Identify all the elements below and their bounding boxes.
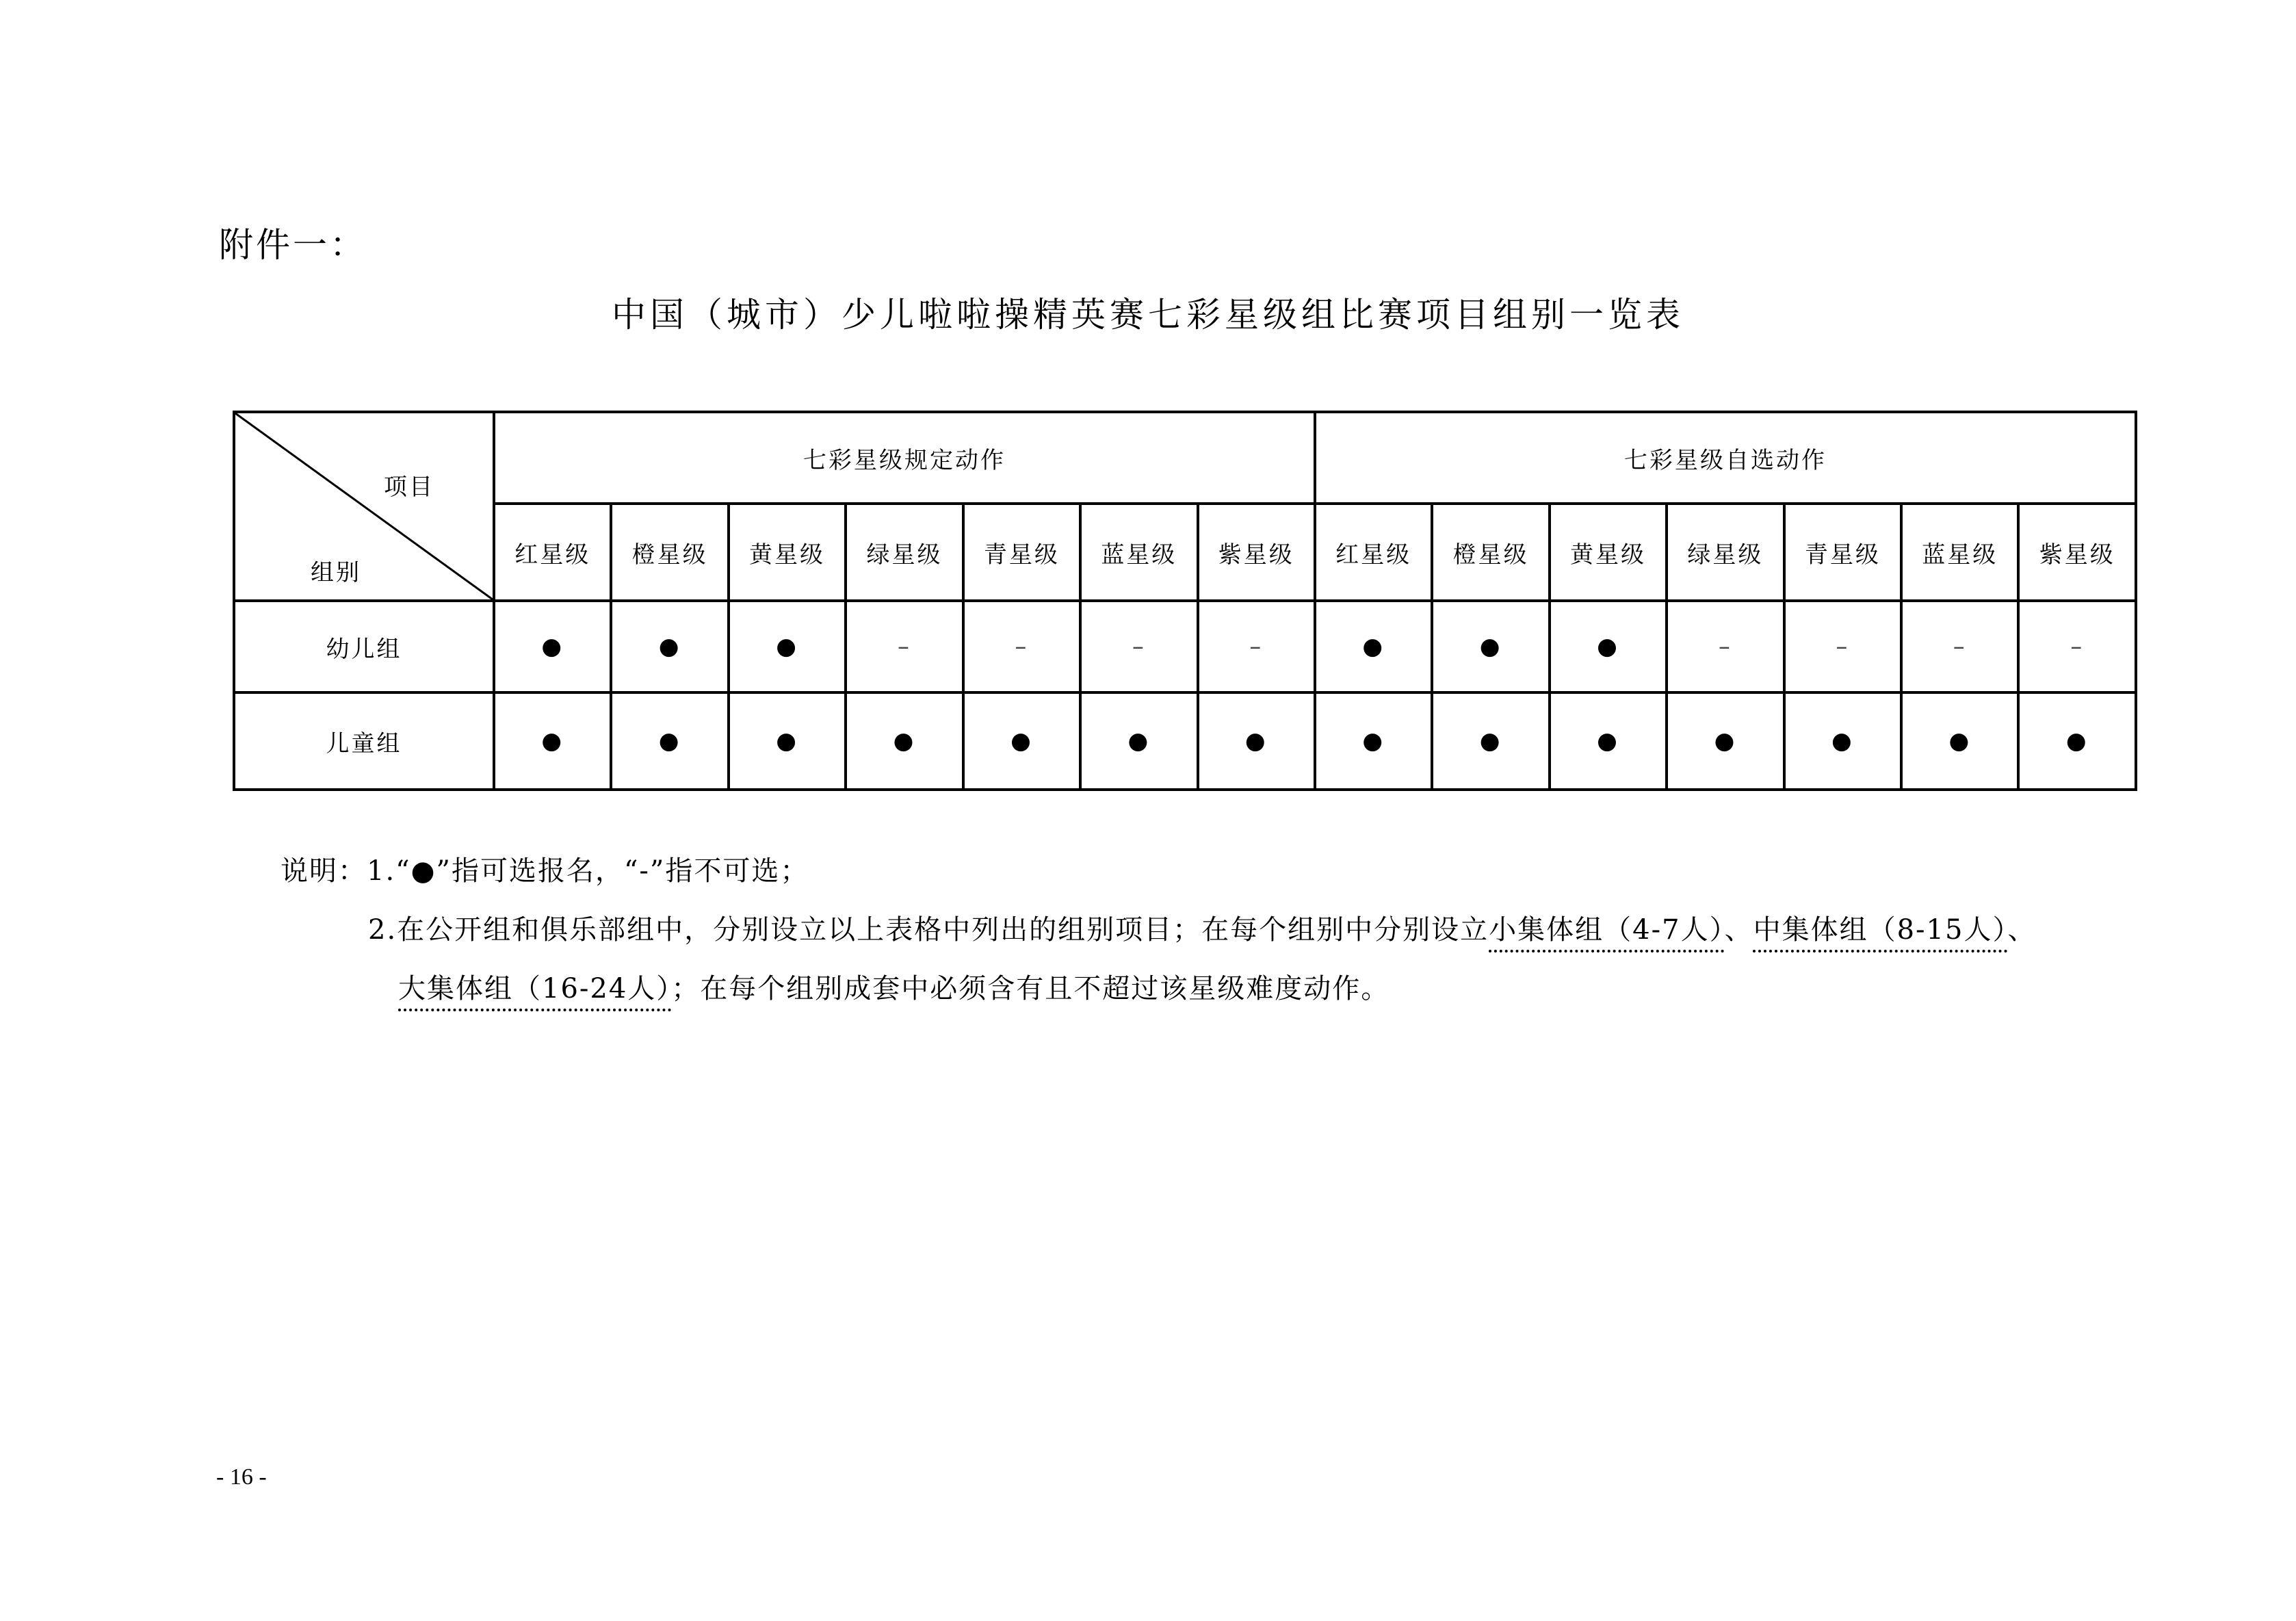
availability-cell: – bbox=[963, 601, 1080, 692]
table-row-children bbox=[234, 692, 2136, 790]
corner-header-group: 组别 bbox=[311, 559, 361, 586]
level-header: 黄星级 bbox=[1550, 504, 1667, 601]
table-header-row-levels bbox=[234, 504, 2136, 601]
event-group-table bbox=[233, 411, 2137, 791]
availability-cell: ● bbox=[494, 601, 611, 692]
note-3-large-group: 大集体组（16-24人） bbox=[398, 973, 672, 1004]
level-header: 青星级 bbox=[1784, 504, 1901, 601]
level-header: 绿星级 bbox=[1667, 504, 1784, 601]
availability-cell: ● bbox=[846, 692, 963, 790]
availability-cell: ● bbox=[1901, 692, 2018, 790]
table-header-row-groups bbox=[234, 412, 2136, 504]
availability-cell: ● bbox=[1080, 692, 1197, 790]
note-3-text: ；在每个组别成套中必须含有且不超过该星级难度动作。 bbox=[671, 973, 1390, 1004]
level-header: 绿星级 bbox=[846, 504, 963, 601]
level-header: 蓝星级 bbox=[1080, 504, 1197, 601]
availability-cell: ● bbox=[611, 692, 728, 790]
availability-cell: ● bbox=[963, 692, 1080, 790]
attachment-label: 附件一： bbox=[219, 225, 367, 265]
document-title: 中国（城市）少儿啦啦操精英赛七彩星级组比赛项目组别一览表 bbox=[612, 295, 1684, 335]
availability-cell: ● bbox=[729, 601, 846, 692]
note-line-2 bbox=[281, 900, 2036, 959]
availability-cell: ● bbox=[1315, 692, 1432, 790]
level-header: 橙星级 bbox=[611, 504, 728, 601]
level-header: 橙星级 bbox=[1432, 504, 1549, 601]
row-label-children: 儿童组 bbox=[234, 692, 494, 790]
note-1-text: 1.“●”指可选报名，“-”指不可选； bbox=[367, 855, 809, 887]
group-header-optional: 七彩星级自选动作 bbox=[1315, 412, 2136, 504]
level-header: 蓝星级 bbox=[1901, 504, 2018, 601]
availability-cell: ● bbox=[1432, 601, 1549, 692]
notes-prefix: 说明： bbox=[281, 855, 367, 887]
availability-cell: ● bbox=[1432, 692, 1549, 790]
availability-cell: – bbox=[1080, 601, 1197, 692]
availability-cell: – bbox=[1784, 601, 1901, 692]
level-header: 紫星级 bbox=[1198, 504, 1315, 601]
page-number: - 16 - bbox=[216, 1464, 267, 1490]
level-header: 紫星级 bbox=[2018, 504, 2136, 601]
availability-cell: ● bbox=[729, 692, 846, 790]
note-2-small-group: 小集体组（4-7人） bbox=[1489, 914, 1725, 946]
level-header: 青星级 bbox=[963, 504, 1080, 601]
level-header: 黄星级 bbox=[729, 504, 846, 601]
table-corner-cell bbox=[234, 412, 494, 601]
availability-cell: – bbox=[1198, 601, 1315, 692]
note-2-end: 、 bbox=[2007, 914, 2037, 946]
availability-cell: ● bbox=[1315, 601, 1432, 692]
note-2-separator: 、 bbox=[1724, 914, 1753, 946]
diagonal-divider-line bbox=[235, 413, 493, 599]
note-line-1 bbox=[281, 842, 2036, 900]
note-2-text: 2.在公开组和俱乐部组中，分别设立以上表格中列出的组别项目；在每个组别中分别设立 bbox=[368, 914, 1489, 946]
availability-cell: ● bbox=[494, 692, 611, 790]
note-2-medium-group: 中集体组（8-15人） bbox=[1753, 914, 2008, 946]
availability-cell: – bbox=[2018, 601, 2136, 692]
availability-cell: – bbox=[1901, 601, 2018, 692]
availability-cell: ● bbox=[1198, 692, 1315, 790]
availability-cell: – bbox=[846, 601, 963, 692]
table-row-preschool bbox=[234, 601, 2136, 692]
availability-cell: ● bbox=[1550, 692, 1667, 790]
availability-cell: – bbox=[1667, 601, 1784, 692]
notes-section bbox=[281, 842, 2036, 1018]
availability-cell: ● bbox=[1550, 601, 1667, 692]
availability-cell: ● bbox=[611, 601, 728, 692]
note-line-3 bbox=[281, 959, 2036, 1018]
level-header: 红星级 bbox=[494, 504, 611, 601]
corner-header-project: 项目 bbox=[384, 474, 434, 501]
availability-cell: ● bbox=[1667, 692, 1784, 790]
availability-cell: ● bbox=[1784, 692, 1901, 790]
row-label-preschool: 幼儿组 bbox=[234, 601, 494, 692]
availability-cell: ● bbox=[2018, 692, 2136, 790]
level-header: 红星级 bbox=[1315, 504, 1432, 601]
group-header-compulsory: 七彩星级规定动作 bbox=[494, 412, 1315, 504]
